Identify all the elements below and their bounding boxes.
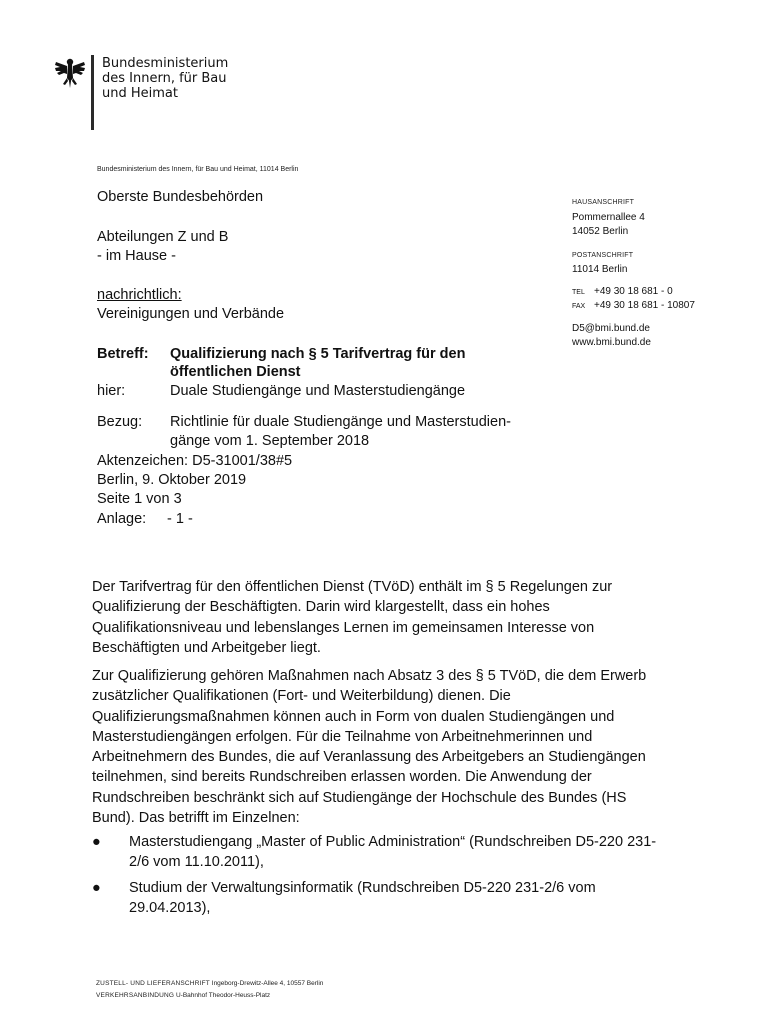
bullet-icon: ● [92, 880, 101, 896]
footer-transport [96, 992, 270, 999]
phone-row [572, 286, 673, 297]
betreff-value: Qualifizierung nach § 5 Tarifvertrag für den [170, 346, 466, 362]
fax-number: +49 30 18 681 - 10807 [594, 300, 695, 311]
phone-label: TEL [572, 289, 585, 296]
page-number: Seite 1 von 3 [97, 491, 182, 507]
betreff-label: Betreff: [97, 346, 149, 362]
footer-label: ZUSTELL- UND LIEFERANSCHRIFT [96, 980, 210, 987]
website-link[interactable]: www.bmi.bund.de [572, 337, 651, 348]
betreff-value: öffentlichen Dienst [170, 364, 301, 380]
recipient-line: Vereinigungen und Verbände [97, 306, 285, 322]
letterhead-divider [91, 55, 94, 130]
ministry-name-line: und Heimat [102, 86, 178, 101]
hausanschrift-city: 14052 Berlin [572, 226, 629, 237]
body-paragraph [92, 666, 672, 828]
recipient-line: Oberste Bundesbehörden [97, 189, 264, 205]
hausanschrift-label: HAUSANSCHRIFT [572, 199, 635, 206]
paragraph-text: Zur Qualifizierung gehören Maßnahmen nach Absatz 3 des § 5 TVöD, die dem Erwerb zusätzlicher Qualifikationen (Fort- und Weiterbildung) dienen. Die Qualifizierungsmaßnahmen können auch in Form von dualen Studiengängen und Masterstudiengängen erfolgen. Für die Teilnahme von Arbeitnehmerinnen und Arbeitnehmern des Bundes, die auf Veranlassung des Arbeitgebers an Studiengängen teilnehmen, sind bereits Rundschreiben erlassen worden. Die Anwendung der Rundschreiben beschränkt sich auf Studiengänge der Hochschule des Bundes (HS Bund). Das betrifft im Einzelnen: [92, 668, 647, 827]
list-item-text: Studium der Verwaltungsinformatik (Rundschreiben D5-220 231-2/6 vom 29.04.2013), [129, 880, 596, 917]
ministry-name-line: des Innern, für Bau [102, 71, 227, 86]
sender-return-address: Bundesministerium des Innern, für Bau und Heimat, 11014 Berlin [97, 166, 299, 173]
paragraph-text: Der Tarifvertrag für den öffentlichen Dienst (TVöD) enthält im § 5 Regelungen zur Qualifizierung der Beschäftigten. Darin wird klargestellt, dass ein hohes Qualifikationsniveau und lebenslanges Lernen im gemeinsamen Interesse von Beschäftigten und Arbeitgeber liegt. [92, 579, 613, 656]
federal-eagle-logo [54, 56, 86, 90]
hausanschrift-street: Pommernallee 4 [572, 212, 645, 223]
anlage-value: - 1 - [167, 511, 193, 527]
bezug-label: Bezug: [97, 414, 143, 430]
hier-label: hier: [97, 383, 126, 399]
postanschrift-city: 11014 Berlin [572, 264, 628, 275]
hier-value: Duale Studiengänge und Masterstudiengänge [170, 383, 466, 399]
ministry-name [102, 56, 228, 101]
bezug-value: Richtlinie für duale Studiengänge und Masterstudien- [170, 414, 511, 430]
footer-value: U-Bahnhof Theodor-Heuss-Platz [175, 992, 271, 999]
recipient-line: - im Hause - [97, 248, 176, 264]
aktenzeichen: Aktenzeichen: D5-31001/38#5 [97, 453, 293, 469]
letter-date: Berlin, 9. Oktober 2019 [97, 472, 247, 488]
list-item-text: Masterstudiengang „Master of Public Administration“ (Rundschreiben D5-220 231-2/6 vom 11.10.2011), [129, 834, 657, 871]
bezug-value: gänge vom 1. September 2018 [170, 433, 370, 449]
postanschrift-label: POSTANSCHRIFT [572, 252, 634, 259]
anlage-label: Anlage: [97, 511, 147, 527]
body-paragraph [92, 577, 672, 658]
email-link[interactable]: D5@bmi.bund.de [572, 323, 650, 334]
recipient-line: Abteilungen Z und B [97, 229, 229, 245]
bullet-icon: ● [92, 834, 101, 850]
fax-row [572, 300, 695, 311]
recipient-cc-label: nachrichtlich: [97, 287, 182, 303]
footer-label: VERKEHRSANBINDUNG [96, 992, 175, 999]
footer-value: Ingeborg-Drewitz-Allee 4, 10557 Berlin [211, 980, 324, 987]
footer-delivery-address [96, 980, 323, 987]
phone-number: +49 30 18 681 - 0 [594, 286, 673, 297]
fax-label: FAX [572, 303, 586, 310]
ministry-name-line: Bundesministerium [102, 56, 229, 71]
